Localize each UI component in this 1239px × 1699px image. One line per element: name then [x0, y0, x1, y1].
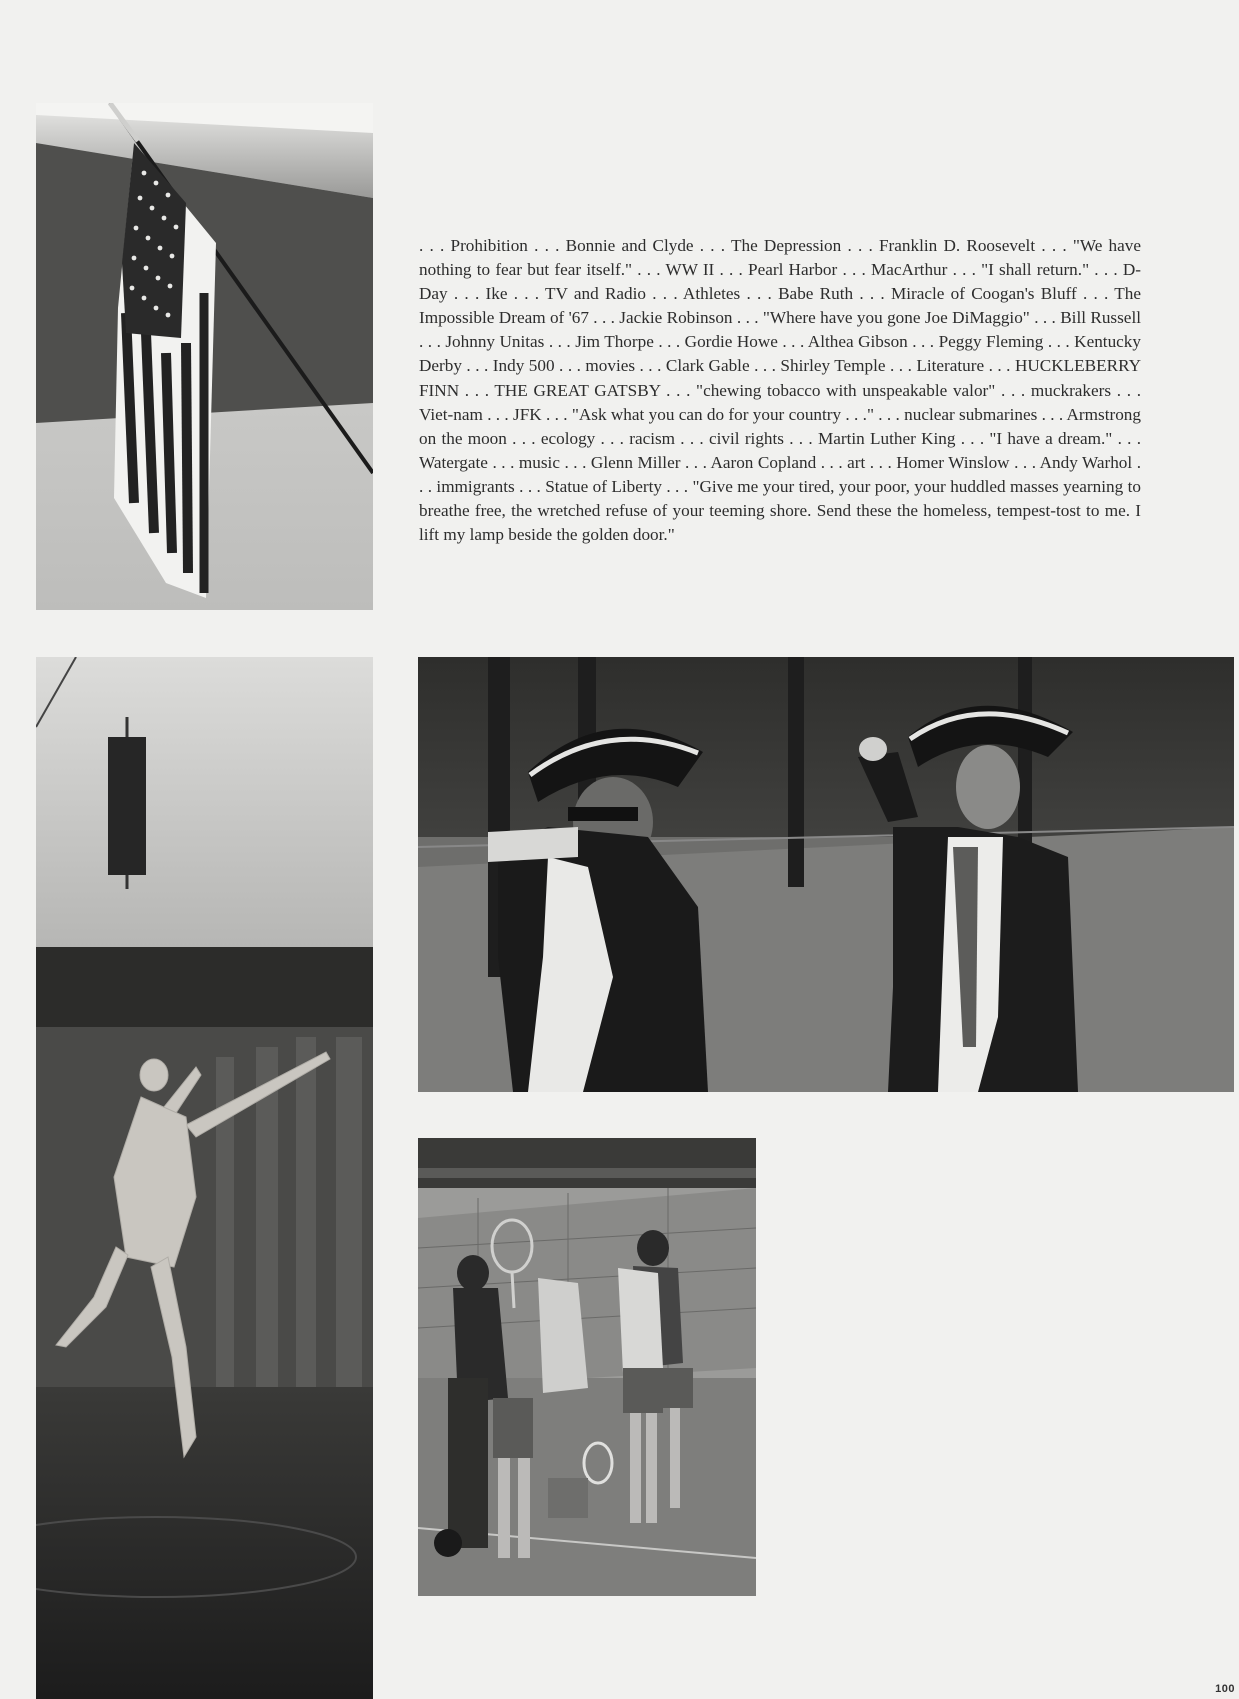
page-number: 100	[1215, 1683, 1235, 1695]
photo-tennis-players	[418, 1138, 756, 1596]
caption-text: . . . Prohibition . . . Bonnie and Clyde . . . The Depression . . . Franklin D. Roosevelt . . . "We have nothing to fear but fear itself." . . . WW II . . . Pearl Harbor . . . MacArthur . . . "I shall return." . . . D-Day . . . Ike . . . TV and Radio . . . Athletes . . . Babe Ruth . . . Miracle of Coogan's Bluff . . . The Impossible Dream of '67 . . . Jackie Robinson . . . "Where have you gone Joe DiMaggio" . . . Bill Russell . . . Johnny Unitas . . . Jim Thorpe . . . Gordie Howe . . . Althea Gibson . . . Peggy Fleming . . . Kentucky Derby . . . Indy 500 . . . movies . . . Clark Gable . . . Shirley Temple . . . Literature . . . HUCKLEBERRY FINN . . . THE GREAT GATSBY . . . "chewing tobacco with unspeakable valor" . . . muckrakers . . . Viet-nam . . . JFK . . . "Ask what you can do for your country . . ." . . . nuclear submarines . . . Armstrong on the moon . . . ecology . . . racism . . . civil rights . . . Martin Luther King . . . "I have a dream." . . . Watergate . . . music . . . Glenn Miller . . . Aaron Copland . . . art . . . Homer Winslow . . . Andy Warhol . . . immigrants . . . Statue of Liberty . . . "Give me your tired, your poor, your huddled masses yearning to breathe free, the wretched refuse of your teeming shore. Send these the homeless, tempest-tost to me. I lift my lamp beside the golden door."	[419, 236, 1141, 545]
photo-dancer	[36, 657, 373, 1699]
photo-american-flag	[36, 103, 373, 610]
photo-minutemen-costumes	[418, 657, 1234, 1092]
